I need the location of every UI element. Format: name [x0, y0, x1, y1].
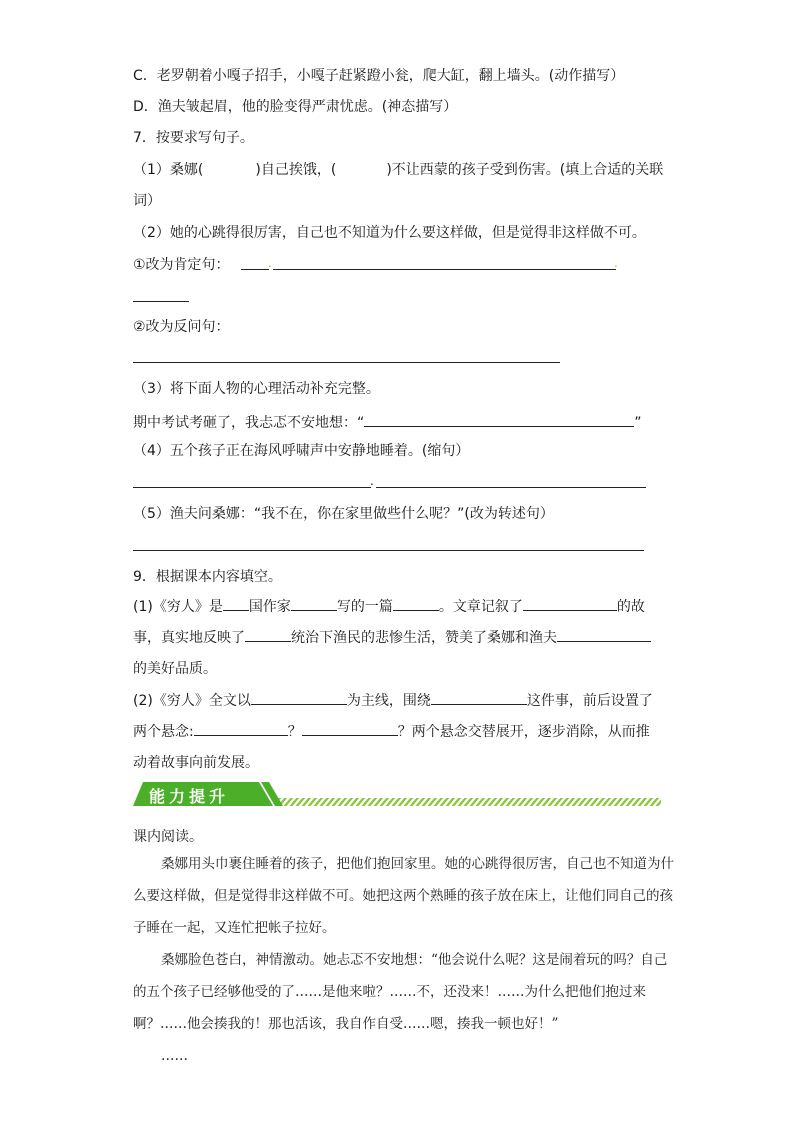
- text: 为主线，围绕: [346, 693, 431, 709]
- question-9-2: [133, 686, 663, 779]
- text: 这件事，前后设置了两个悬念:: [133, 693, 653, 740]
- dot: .: [614, 256, 618, 270]
- dot: .: [370, 474, 374, 488]
- blank[interactable]: [245, 625, 291, 642]
- text: )不让西蒙的孩子受到伤害。(填上合适的关联: [386, 162, 664, 178]
- question-7-4: （4）五个孩子正在海风呼啸声中安静地睡着。(缩句）: [133, 443, 470, 459]
- question-7-2: （2）她的心跳得很厉害，自己也不知道为什么要这样做，但是觉得非这样做不可。: [133, 225, 646, 241]
- blank[interactable]: [302, 719, 398, 736]
- passage-ellipsis: ……: [161, 1048, 188, 1064]
- text: ？两个悬念交替展开，逐步消除，从而推动着故事向前发展。: [133, 724, 650, 771]
- blank[interactable]: [393, 594, 439, 611]
- blank[interactable]: [557, 625, 651, 642]
- question-7-3-line: [133, 410, 642, 433]
- banner-title: 能力提升: [149, 787, 230, 806]
- question-7-3: （3）将下面人物的心理活动补充完整。: [133, 381, 380, 397]
- question-7-title: 7．按要求写句子。: [133, 130, 254, 146]
- text: 期中考试考砸了，我忐忑不安地想：“: [133, 415, 365, 431]
- text: ？: [287, 724, 302, 740]
- text: 。文章记叙了: [438, 599, 523, 615]
- text: 的故事，真实地反映了: [133, 599, 645, 646]
- question-7-2-affirmative: [133, 255, 230, 275]
- answer-line[interactable]: [133, 487, 371, 488]
- text: （1）桑娜(: [133, 162, 204, 178]
- answer-line[interactable]: [273, 269, 616, 270]
- question-7-1-cont: 词）: [133, 193, 161, 209]
- passage-paragraph-1: 桑娜用头巾裹住睡着的孩子，把他们抱回家里。她的心跳得很厉害，自己也不知道为什么要这样做，但是觉得非这样做不可。她把这两个熟睡的孩子放在床上，让他们同自己的孩子睡在一起，又连忙把帐子拉好。: [133, 856, 674, 936]
- text: 统治下渔民的悲惨生活，赞美了桑娜和渔夫: [291, 630, 557, 646]
- section-banner: [133, 778, 663, 812]
- option-d: D．渔夫皱起眉，他的脸变得严肃忧虑。(神态描写）: [133, 99, 458, 115]
- blank[interactable]: [223, 594, 249, 611]
- answer-line[interactable]: [133, 301, 189, 302]
- answer-blank[interactable]: [364, 410, 634, 427]
- question-7-5: （5）渔夫问桑娜：“我不在，你在家里做些什么呢？”(改为转述句）: [133, 506, 554, 522]
- text: (2)《穷人》全文以: [133, 693, 251, 709]
- question-9-1: [133, 592, 663, 685]
- reading-passage: [133, 848, 678, 1072]
- blank[interactable]: [431, 688, 527, 705]
- text: ①改为肯定句：: [133, 257, 230, 273]
- text: 的美好品质。: [133, 661, 217, 677]
- text: )自己挨饿，(: [255, 162, 337, 178]
- answer-line[interactable]: [133, 550, 644, 551]
- answer-line[interactable]: [376, 487, 646, 488]
- answer-line[interactable]: [241, 269, 269, 270]
- blank[interactable]: [194, 719, 288, 736]
- answer-line[interactable]: [133, 362, 560, 363]
- text: (1)《穷人》是: [133, 599, 223, 615]
- text: ”: [634, 415, 642, 431]
- option-c: C．老罗朝着小嘎子招手，小嘎子赶紧蹬小瓮，爬大缸，翻上墙头。(动作描写）: [133, 68, 625, 84]
- question-7-1: [133, 160, 663, 180]
- blank[interactable]: [523, 594, 617, 611]
- question-7-2-rhetorical: ②改为反问句：: [133, 319, 230, 335]
- question-9-title: 9．根据课本内容填空。: [133, 569, 282, 585]
- reading-intro: 课内阅读。: [133, 829, 203, 845]
- stripe-bar: [275, 798, 661, 806]
- passage-paragraph-2: 桑娜脸色苍白，神情激动。她忐忑不安地想：“他会说什么呢？这是闹着玩的吗？自己的五个孩子已经够他受的了……是他来啦？……不，还没来！……为什么把他们抱过来啊？……他会揍我的！那也活该，我自作自受……嗯，揍我一顿也好！”: [133, 952, 668, 1032]
- text: 写的一篇: [336, 599, 393, 615]
- text: 国作家: [248, 599, 291, 615]
- dot: .: [268, 256, 272, 270]
- blank[interactable]: [291, 594, 337, 611]
- blank[interactable]: [251, 688, 347, 705]
